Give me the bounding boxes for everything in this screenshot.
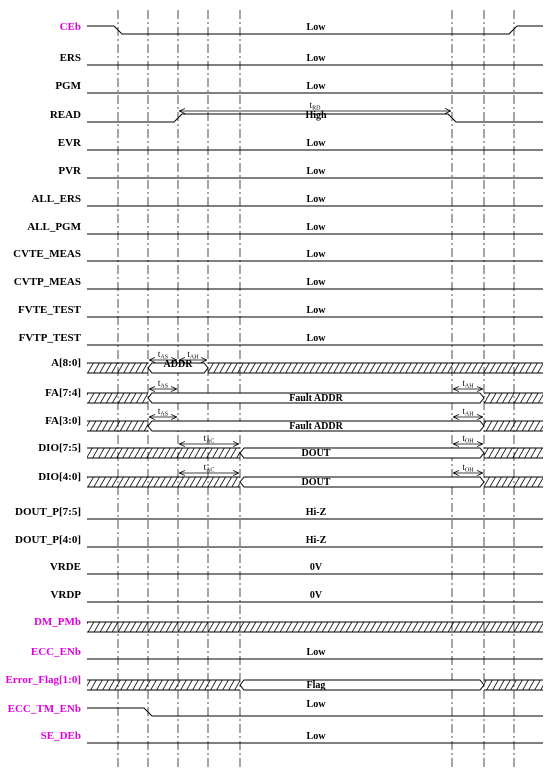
signal-name: FVTP_TEST [18, 332, 81, 344]
signal-row [87, 622, 543, 632]
signal-row [87, 194, 543, 206]
timing-param-ac [179, 433, 239, 445]
bus-hatch-2 [484, 421, 543, 431]
bus-hatch-2 [484, 680, 543, 690]
timing-label: tRD [309, 100, 321, 112]
waveforms [87, 22, 543, 743]
wave-value-text: Low [306, 249, 326, 260]
signal-name: FA[7:4] [45, 387, 81, 399]
signal-row [87, 359, 543, 373]
signal-name: ECC_TM_ENb [7, 703, 81, 715]
timing-param-ah [453, 378, 483, 390]
bus-valid-1 [240, 680, 484, 690]
timing-label: tAH [462, 406, 474, 418]
wave-value-text: Low [306, 699, 326, 710]
signal-row [87, 680, 543, 691]
wave-value-text: Flag [306, 680, 326, 691]
signal-row [87, 477, 543, 488]
timing-label: tAS [157, 406, 169, 418]
signal-name: CEb [59, 21, 81, 33]
bus-hatch-0 [87, 622, 543, 632]
signal-name: SE_DEb [40, 730, 81, 742]
wave-value-text: 0V [309, 590, 323, 601]
wave-value-text: Low [306, 194, 326, 205]
timing-label: tAH [462, 378, 474, 390]
wave-value-text: ADDR [163, 359, 193, 370]
bus-hatch-0 [87, 448, 240, 458]
signal-row [87, 507, 543, 519]
signal-name: READ [49, 109, 81, 121]
bus-hatch-0 [87, 393, 148, 403]
timing-label: tAS [157, 349, 169, 361]
signal-name: VRDP [50, 589, 81, 601]
wave-value-text: Hi-Z [305, 535, 327, 546]
wave-value-text: Low [306, 22, 326, 33]
wave-value-text: Low [306, 81, 326, 92]
signal-row [87, 393, 543, 404]
bus-valid-1 [240, 477, 484, 487]
wave-value-text: Low [306, 222, 326, 233]
wave-value-text: Hi-Z [305, 507, 327, 518]
signal-labels [5, 21, 82, 742]
signal-name: DIO[4:0] [38, 471, 81, 483]
signal-row [87, 110, 543, 122]
bus-hatch-2 [484, 477, 543, 487]
timing-param-oh [453, 462, 483, 474]
signal-name: DIO[7:5] [38, 442, 81, 454]
signal-name: ALL_ERS [31, 193, 81, 205]
signal-row [87, 138, 543, 150]
signal-row [87, 277, 543, 289]
bus-hatch-0 [87, 363, 148, 373]
signal-name: ERS [59, 52, 81, 64]
wave-value-text: High [305, 110, 327, 121]
signal-row [87, 590, 543, 602]
wave-value-text: Low [306, 138, 326, 149]
signal-name: Error_Flag[1:0] [5, 674, 81, 686]
signal-row [87, 699, 543, 716]
wave-value-text: 0V [309, 562, 323, 573]
wave-value-text: Low [306, 277, 326, 288]
timing-label: tOH [462, 462, 474, 474]
timing-param-as [149, 378, 177, 390]
signal-row [87, 535, 543, 547]
signal-name: PVR [58, 165, 81, 177]
signal-name: DOUT_P[4:0] [15, 534, 81, 546]
wave-value-text: DOUT [301, 448, 331, 459]
wave-value-text: DOUT [301, 477, 331, 488]
wave-value-text: Low [306, 333, 326, 344]
timing-param-as [149, 406, 177, 418]
bus-hatch-0 [87, 421, 148, 431]
bus-hatch-2 [484, 448, 543, 458]
signal-row [87, 249, 543, 261]
timing-param-ah [453, 406, 483, 418]
signal-row [87, 333, 543, 345]
signal-name: ECC_ENb [30, 646, 81, 658]
signal-row [87, 305, 543, 317]
signal-name: EVR [57, 137, 81, 149]
timing-label: tAS [157, 378, 169, 390]
signal-name: DOUT_P[7:5] [15, 506, 81, 518]
wave-value-text: Fault ADDR [289, 421, 343, 432]
timing-param-ac [179, 462, 239, 474]
signal-row [87, 53, 543, 65]
timing-param-rd [179, 100, 451, 112]
wave-value-text: Low [306, 305, 326, 316]
wave-value-text: Low [306, 731, 326, 742]
signal-row [87, 562, 543, 574]
signal-name: ALL_PGM [27, 221, 81, 233]
signal-name: FVTE_TEST [18, 304, 81, 316]
signal-row [87, 222, 543, 234]
signal-row [87, 22, 543, 34]
signal-name: CVTP_MEAS [13, 276, 81, 288]
signal-name: A[8:0] [51, 357, 81, 369]
timing-label: tAH [187, 349, 199, 361]
signal-row [87, 731, 543, 743]
bus-hatch-2 [208, 363, 543, 373]
timing-label: tAC [203, 433, 215, 445]
signal-name: FA[3:0] [45, 415, 81, 427]
signal-name: DM_PMb [33, 616, 81, 628]
signal-row [87, 81, 543, 93]
timing-param-oh [453, 433, 483, 445]
bus-hatch-0 [87, 477, 240, 487]
timing-label: tAC [203, 462, 215, 474]
wave-value-text: Low [306, 166, 326, 177]
signal-row [87, 421, 543, 432]
bus-hatch-0 [87, 680, 240, 690]
signal-row [87, 448, 543, 459]
signal-row [87, 166, 543, 178]
signal-name: PGM [55, 80, 81, 92]
wave-value-text: Fault ADDR [289, 393, 343, 404]
signal-name: CVTE_MEAS [13, 248, 81, 260]
signal-name: VRDE [49, 561, 81, 573]
signal-row [87, 647, 543, 659]
bus-hatch-2 [484, 393, 543, 403]
wave-value-text: Low [306, 53, 326, 64]
wave-value-text: Low [306, 647, 326, 658]
timing-label: tOH [462, 433, 474, 445]
bus-valid-1 [240, 448, 484, 458]
